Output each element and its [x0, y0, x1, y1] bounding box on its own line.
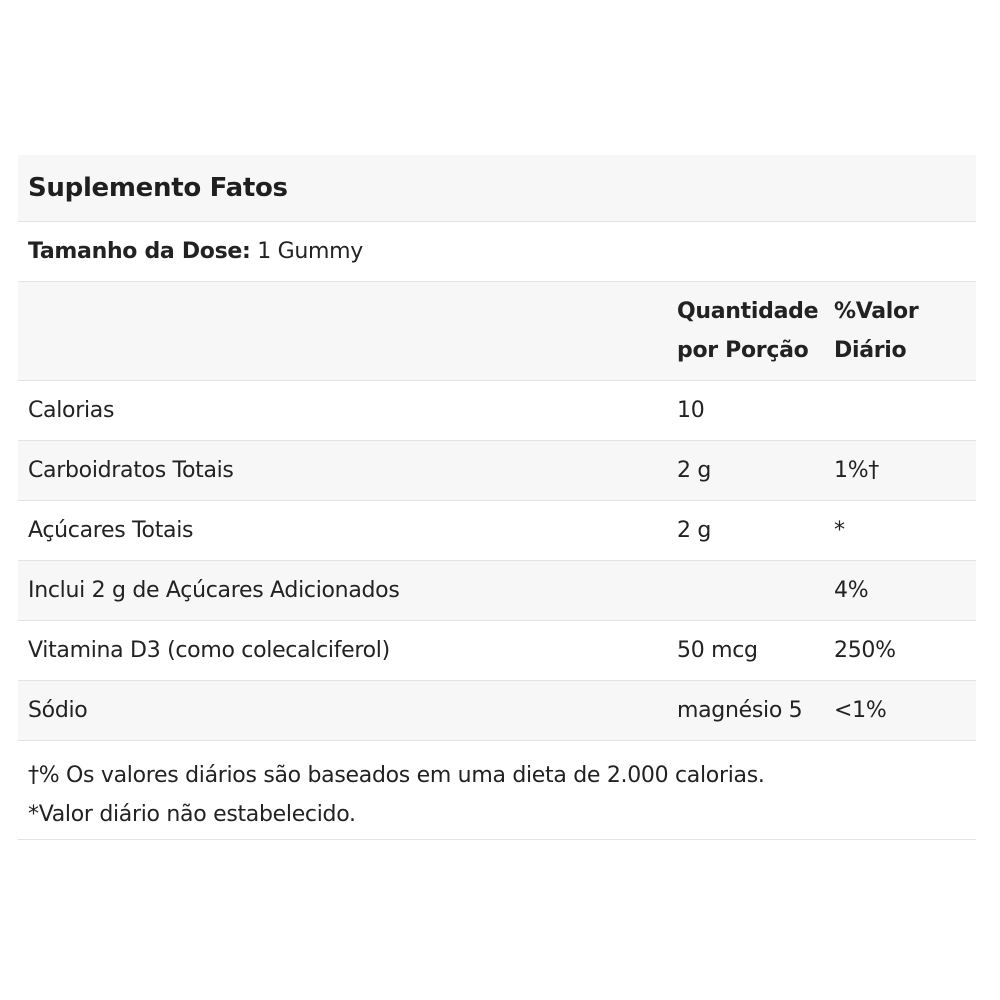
nutrient-name: Carboidratos Totais: [28, 458, 234, 483]
amount-header-line1: Quantidade: [677, 299, 819, 324]
column-header-row: [18, 282, 976, 381]
nutrient-name: Açúcares Totais: [28, 518, 194, 543]
nutrient-name: Vitamina D3 (como colecalciferol): [28, 638, 390, 663]
nutrient-daily-value: 1%†: [834, 458, 880, 483]
nutrient-amount: magnésio 5: [677, 698, 803, 723]
nutrient-amount: 2 g: [677, 458, 712, 483]
table-row: [18, 501, 976, 561]
serving-size-value: 1 Gummy: [257, 239, 363, 264]
nutrient-daily-value: 4%: [834, 578, 869, 603]
nutrient-amount: 50 mcg: [677, 638, 758, 663]
nutrient-name: Calorias: [28, 398, 115, 423]
footnotes: [18, 741, 976, 840]
table-row: [18, 621, 976, 681]
nutrient-amount: 2 g: [677, 518, 712, 543]
serving-size-row: [18, 222, 976, 282]
nutrient-daily-value: <1%: [834, 698, 887, 723]
footnote-daily-values: †% Os valores diários são baseados em uma dieta de 2.000 calorias.: [28, 763, 765, 788]
nutrient-name: Inclui 2 g de Açúcares Adicionados: [28, 578, 400, 603]
title-row: [18, 155, 976, 222]
dv-header-line1: %Valor: [834, 299, 919, 324]
nutrient-daily-value: *: [834, 518, 845, 543]
footnote-not-established: *Valor diário não estabelecido.: [28, 802, 356, 827]
nutrient-daily-value: 250%: [834, 638, 896, 663]
nutrient-amount: 10: [677, 398, 705, 423]
table-row: [18, 381, 976, 441]
table-row: [18, 561, 976, 621]
panel-title: Suplemento Fatos: [28, 173, 288, 203]
dv-header-line2: Diário: [834, 338, 907, 363]
amount-per-serving-header: [677, 292, 834, 370]
table-row: [18, 441, 976, 501]
serving-size-label: Tamanho da Dose:: [28, 239, 251, 264]
amount-header-line2: por Porção: [677, 338, 809, 363]
supplement-facts-panel: [18, 155, 976, 840]
table-row: [18, 681, 976, 741]
nutrient-name: Sódio: [28, 698, 88, 723]
daily-value-header: [834, 292, 976, 370]
